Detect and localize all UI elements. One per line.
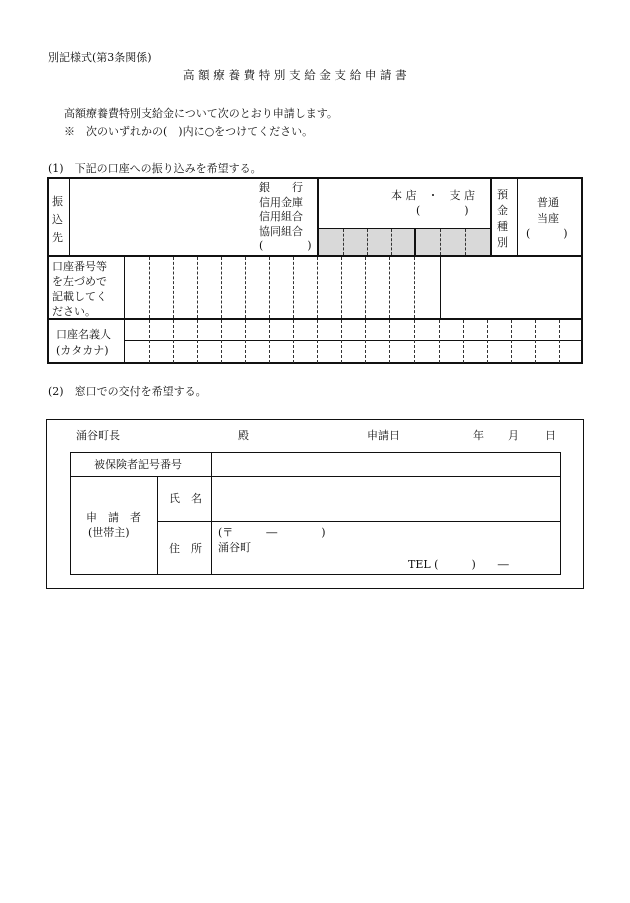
- applicant-label: 申 請 者: [86, 511, 141, 524]
- branch-label: 本 店 ・ 支 店: [391, 189, 475, 202]
- addressee: 涌谷町長: [76, 429, 120, 442]
- date-day[interactable]: 日: [545, 429, 556, 442]
- section2-heading: (2) 窓口での交付を希望する。: [48, 385, 207, 398]
- account-holder-label: 口座名義人 (カタカナ): [56, 328, 111, 357]
- account-number-label: 口座番号等 を左づめで 記載してく ださい。: [52, 260, 107, 318]
- applicant-sub-label: (世帯主): [88, 526, 130, 539]
- section1-heading: (1) 下記の口座への振り込みを希望する。: [48, 162, 262, 175]
- intro-note: ※ 次のいずれかの( )内に○をつけてください。: [64, 125, 314, 138]
- deposit-paren[interactable]: ( ): [526, 227, 568, 240]
- form-reference: 別記様式(第3条関係): [48, 51, 152, 64]
- date-label: 申請日: [367, 429, 400, 442]
- deposit-type-label: 預 金 種 別: [497, 188, 508, 249]
- account-holder-field[interactable]: [125, 320, 582, 363]
- deposit-type-options[interactable]: 普通 当座: [537, 196, 559, 225]
- bank-type-paren: ( ): [259, 239, 312, 252]
- name-field[interactable]: [212, 477, 560, 521]
- date-year[interactable]: 年: [473, 429, 484, 442]
- name-label: 氏 名: [169, 492, 202, 505]
- address-label: 住 所: [169, 542, 202, 555]
- insured-number-label: 被保険者記号番号: [94, 458, 182, 471]
- date-month[interactable]: 月: [508, 429, 519, 442]
- insured-number-field[interactable]: [212, 453, 560, 476]
- form-title: 高 額 療 養 費 特 別 支 給 金 支 給 申 請 書: [183, 68, 407, 82]
- intro-text: 高額療養費特別支給金について次のとおり申請します。: [64, 107, 338, 120]
- furikomi-label: 振 込 先: [52, 195, 63, 244]
- branch-code-field-2[interactable]: [416, 229, 490, 255]
- postal-code[interactable]: (〒 ― ): [218, 526, 326, 539]
- bank-type-options[interactable]: 銀 行 信用金庫 信用組合 協同組合 ( ): [259, 181, 312, 252]
- address-town[interactable]: 涌谷町: [218, 541, 251, 554]
- branch-paren[interactable]: ( ): [416, 204, 469, 217]
- tel-field[interactable]: TEL ( ) ―: [408, 558, 509, 571]
- honorific: 殿: [238, 429, 249, 442]
